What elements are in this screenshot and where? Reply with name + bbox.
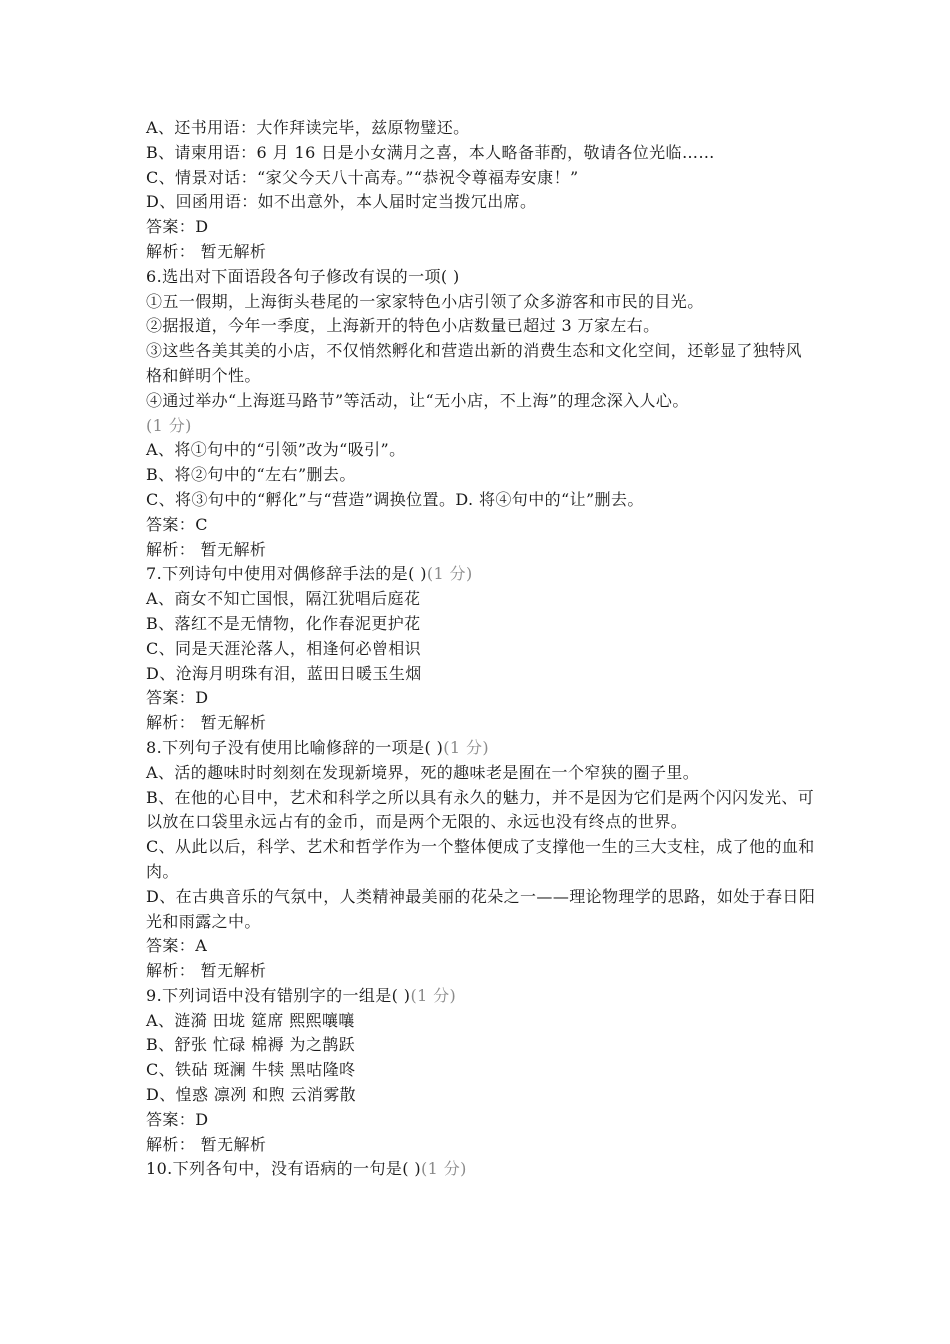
option-b: B、舒张 忙碌 棉褥 为之鹊跃 (146, 1035, 356, 1055)
analysis: 解析： 暂无解析 (146, 1134, 267, 1154)
option-c: C、铁砧 斑澜 牛犊 黑咕隆咚 (146, 1060, 356, 1080)
question-text: 10.下列各句中，没有语病的一句是( ) (146, 1159, 422, 1179)
option-b: B、请柬用语：6 月 16 日是小女满月之喜，本人略备菲酌，敬请各位光临…… (146, 142, 715, 162)
option-a: A、商女不知亡国恨，隔江犹唱后庭花 (146, 589, 421, 609)
option-b: B、在他的心目中，艺术和科学之所以具有永久的魅力，并不是因为它们是两个闪闪发光、可以放在口袋里永远占有的金币，而是两个无限的、永远也没有终点的世界。 (146, 787, 815, 832)
answer: 答案：D (146, 688, 209, 708)
score: (1 分) (421, 1159, 467, 1179)
question-6-title: 6.选出对下面语段各句子修改有误的一项( ) (146, 266, 460, 286)
answer: 答案：D (146, 217, 209, 237)
score: (1 分) (426, 564, 473, 584)
score: (1 分) (410, 985, 457, 1005)
option-b: B、将②句中的“左右”删去。 (146, 465, 356, 485)
answer: 答案：A (146, 936, 208, 956)
question-8-title (146, 736, 816, 761)
sentence-1: ①五一假期，上海街头巷尾的一家家特色小店引领了众多游客和市民的目光。 (146, 291, 704, 311)
score: (1 分) (146, 415, 192, 435)
option-d: D、在古典音乐的气氛中，人类精神最美丽的花朵之一——理论物理学的思路，如处于春日阳光和雨露之中。 (146, 886, 816, 931)
score: (1 分) (443, 737, 489, 757)
question-text: 8.下列句子没有使用比喻修辞的一项是( ) (146, 737, 444, 757)
answer: 答案：C (146, 514, 208, 534)
option-c: C、情景对话：“家父今天八十高寿。”“恭祝令尊福寿安康！” (146, 167, 579, 187)
question-text: 9.下列词语中没有错别字的一组是( ) (146, 985, 411, 1005)
option-d: D、沧海月明珠有泪，蓝田日暖玉生烟 (146, 663, 422, 683)
question-10-title (146, 1157, 816, 1182)
analysis: 解析： 暂无解析 (146, 961, 267, 981)
option-a: A、涟漪 田垅 筵席 熙熙嚷嚷 (146, 1010, 355, 1030)
sentence-3: ③这些各美其美的小店，不仅悄然孵化和营造出新的消费生态和文化空间，还彰显了独特风格和鲜明个性。 (146, 341, 803, 385)
option-b: B、落红不是无情物，化作春泥更护花 (146, 613, 421, 633)
option-c: C、从此以后，科学、艺术和哲学作为一个整体便成了支撑他一生的三大支柱，成了他的血和肉。 (146, 837, 815, 881)
option-c-d: C、将③句中的“孵化”与“营造”调换位置。D. 将④句中的“让”删去。 (146, 489, 644, 509)
sentence-4: ④通过举办“上海逛马路节”等活动，让“无小店，不上海”的理念深入人心。 (146, 390, 689, 410)
option-a: A、活的趣味时时刻刻在发现新境界，死的趣味老是囿在一个窄狭的圈子里。 (146, 762, 700, 782)
option-a: A、还书用语：大作拜读完毕，兹原物璧还。 (146, 118, 470, 137)
question-content (146, 116, 816, 1182)
question-7-title (146, 562, 816, 587)
option-c: C、同是天涯沦落人，相逢何必曾相识 (146, 638, 422, 658)
option-d: D、惶惑 凛冽 和煦 云消雾散 (146, 1085, 357, 1105)
question-9-title (146, 984, 816, 1009)
question-text: 7.下列诗句中使用对偶修辞手法的是( ) (146, 564, 427, 584)
option-d: D、回函用语：如不出意外，本人届时定当拨冗出席。 (146, 192, 537, 212)
analysis: 解析： 暂无解析 (146, 713, 267, 733)
answer: 答案：D (146, 1109, 209, 1129)
analysis: 解析： 暂无解析 (146, 539, 267, 559)
sentence-2: ②据报道，今年一季度，上海新开的特色小店数量已超过 3 万家左右。 (146, 316, 660, 336)
analysis: 解析： 暂无解析 (146, 241, 267, 261)
option-a: A、将①句中的“引领”改为“吸引”。 (146, 440, 406, 460)
